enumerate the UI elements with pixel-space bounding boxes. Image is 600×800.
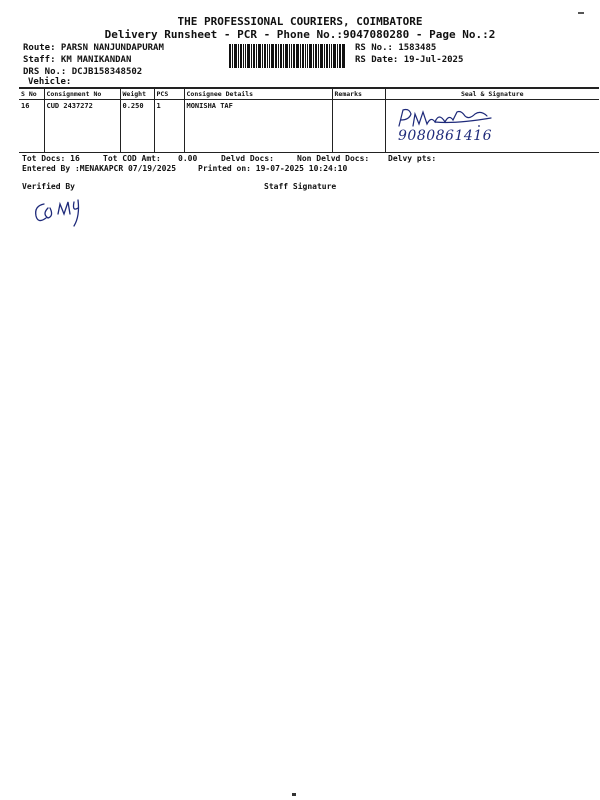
runsheet-table [19, 88, 599, 153]
col-pcs: PCS [154, 89, 184, 100]
delivered-docs: Delvd Docs: [221, 154, 274, 163]
col-consignment: Consignment No [44, 89, 120, 100]
col-weight: Weight [120, 89, 154, 100]
table-header-row [19, 89, 599, 100]
col-sno: S No [19, 89, 44, 100]
verifier-signature-image [30, 196, 90, 230]
barcode-image [229, 44, 345, 68]
cell-weight: 0.250 [120, 100, 154, 153]
cell-remarks [332, 100, 385, 153]
cell-consignment: CUD 2437272 [44, 100, 120, 153]
cell-sno: 16 [19, 100, 44, 153]
handwritten-phone: 9080861416 [398, 128, 493, 144]
total-cod-amount: 0.00 [178, 154, 198, 163]
runsheet-subtitle: Delivery Runsheet - PCR - Phone No.:9047080280 - Page No.:2 [104, 28, 496, 41]
vehicle-label: Vehicle: [28, 77, 72, 87]
scan-mark [292, 793, 296, 796]
route-label: Route: PARSN NANJUNDAPURAM [23, 43, 164, 53]
scan-mark [578, 12, 584, 14]
cell-pcs: 1 [154, 100, 184, 153]
table-row [19, 100, 599, 153]
cell-consignee: MONISHA TAF [184, 100, 332, 153]
rs-number: RS No.: 1583485 [355, 43, 437, 53]
entered-by: Entered By :MENAKAPCR 07/19/2025 [22, 164, 177, 173]
total-cod-label: Tot COD Amt: [103, 154, 161, 163]
col-remarks: Remarks [332, 89, 385, 100]
delivery-points: Delvy pts: [388, 154, 437, 163]
col-consignee: Consignee Details [184, 89, 332, 100]
drs-number: DRS No.: DCJB158348502 [23, 67, 143, 77]
rs-date: RS Date: 19-Jul-2025 [355, 55, 464, 65]
printed-on: Printed on: 19-07-2025 10:24:10 [198, 164, 348, 173]
staff-label: Staff: KM MANIKANDAN [23, 55, 132, 65]
company-title: THE PROFESSIONAL COURIERS, COIMBATORE [177, 15, 423, 28]
staff-signature-label: Staff Signature [264, 182, 337, 191]
col-seal-signature: Seal & Signature [385, 89, 599, 100]
non-delivered-docs: Non Delvd Docs: [297, 154, 370, 163]
verified-by-label: Verified By [22, 182, 75, 191]
total-docs: Tot Docs: 16 [22, 154, 80, 163]
